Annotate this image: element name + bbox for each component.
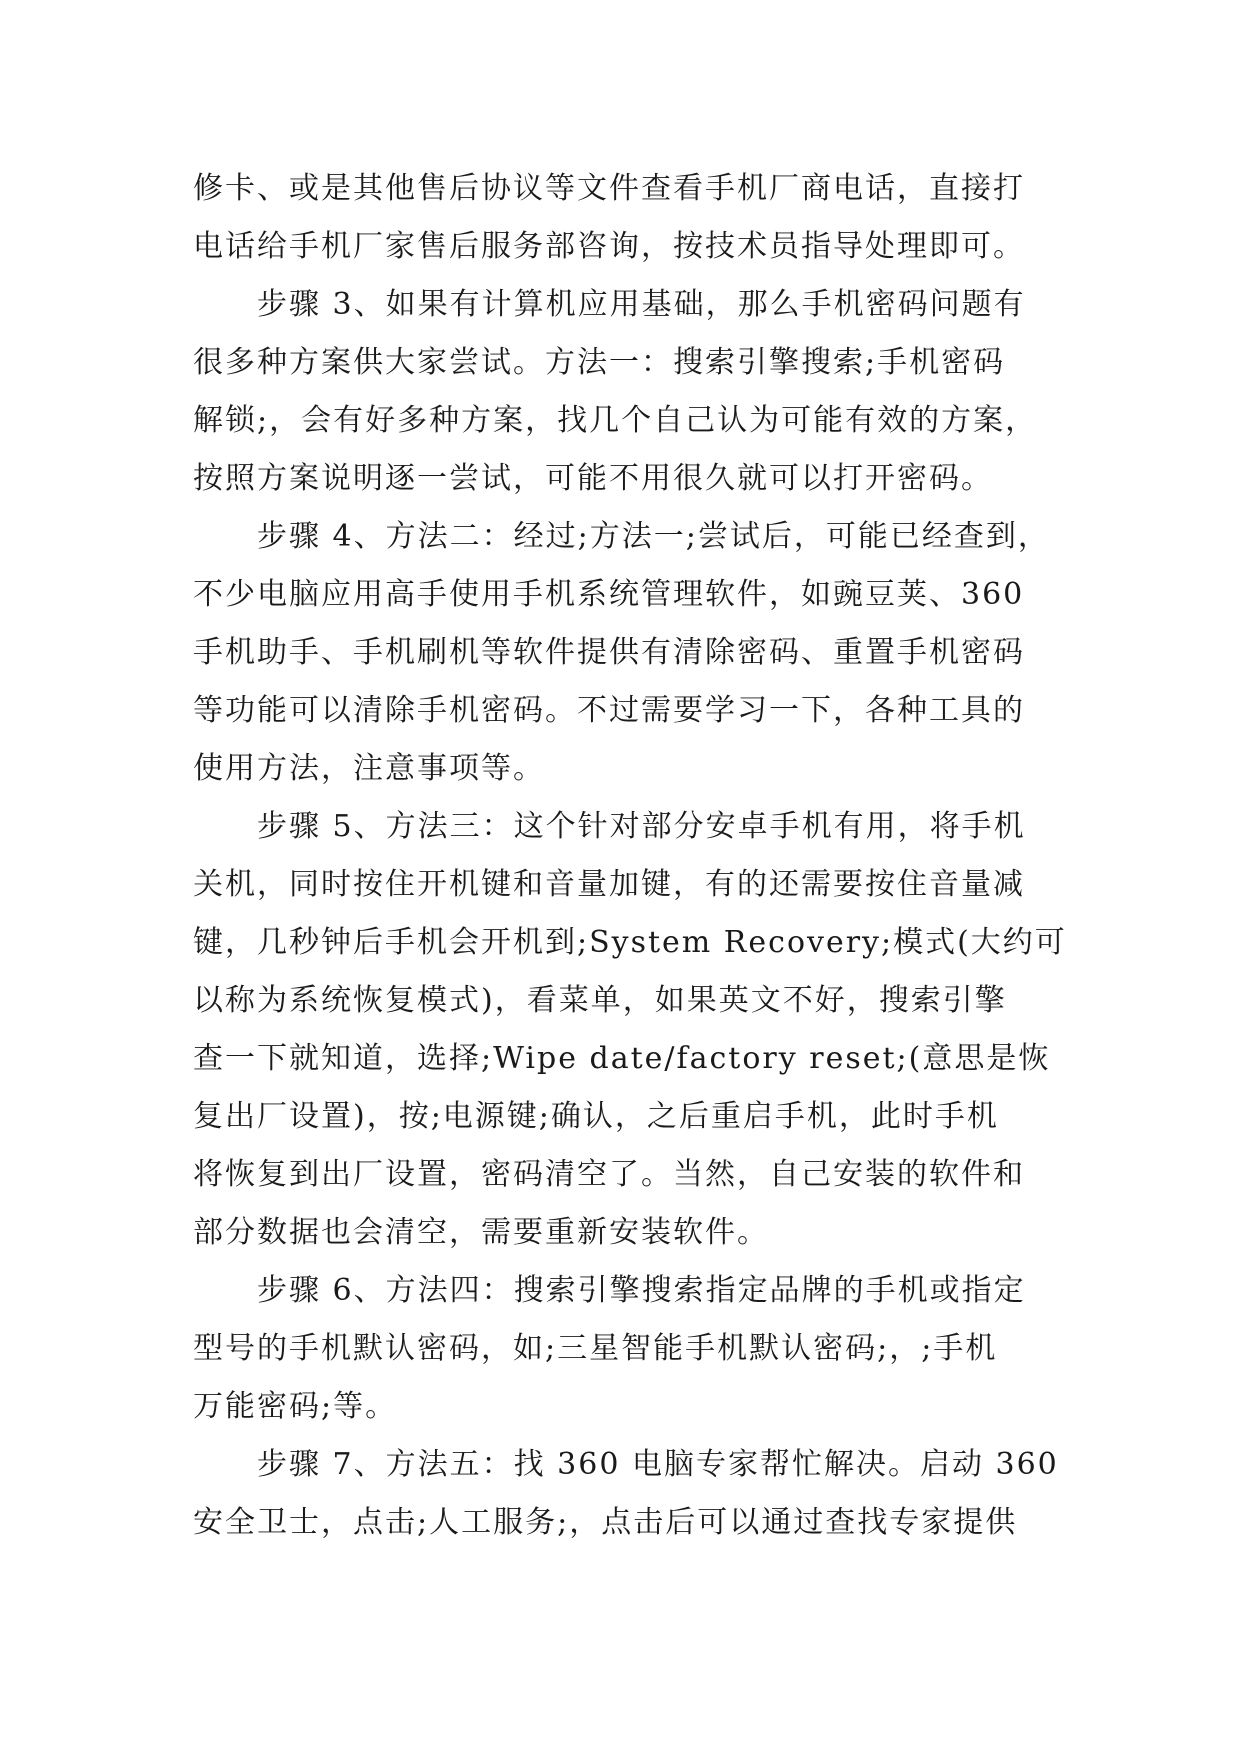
text-line: 关机，同时按住开机键和音量加键，有的还需要按住音量减 — [193, 867, 1025, 902]
text-line: 电话给手机厂家售后服务部咨询，按技术员指导处理即可。 — [193, 229, 1025, 264]
paragraph-step-3 — [193, 276, 1073, 508]
text-line: 以称为系统恢复模式)，看菜单，如果英文不好，搜索引擎 — [193, 983, 1007, 1018]
paragraph-step-7 — [193, 1436, 1073, 1552]
text-line: 复出厂设置)，按;电源键;确认，之后重启手机，此时手机 — [193, 1099, 999, 1134]
text-line: 步骤 5、方法三：这个针对部分安卓手机有用，将手机 — [257, 809, 1026, 844]
paragraph-step-5 — [193, 798, 1073, 1262]
text-line: 手机助手、手机刷机等软件提供有清除密码、重置手机密码 — [193, 635, 1025, 670]
text-line: 查一下就知道，选择;Wipe date/factory reset;(意思是恢 — [193, 1041, 1051, 1076]
text-line: 安全卫士，点击;人工服务;，点击后可以通过查找专家提供 — [193, 1505, 1018, 1540]
text-line: 按照方案说明逐一尝试，可能不用很久就可以打开密码。 — [193, 461, 993, 496]
text-line: 键，几秒钟后手机会开机到;System Recovery;模式(大约可 — [193, 925, 1067, 960]
text-line: 万能密码;等。 — [193, 1389, 398, 1424]
text-line: 不少电脑应用高手使用手机系统管理软件，如豌豆荚、360 — [193, 577, 1025, 612]
text-line: 很多种方案供大家尝试。方法一：搜索引擎搜索;手机密码 — [193, 345, 1006, 380]
paragraph-1 — [193, 160, 1073, 276]
text-line: 步骤 7、方法五：找 360 电脑专家帮忙解决。启动 360 — [257, 1447, 1059, 1482]
text-line: 步骤 4、方法二：经过;方法一;尝试后，可能已经查到， — [257, 519, 1050, 554]
text-line: 解锁;，会有好多种方案，找几个自己认为可能有效的方案， — [193, 403, 1038, 438]
text-line: 修卡、或是其他售后协议等文件查看手机厂商电话，直接打 — [193, 171, 1025, 206]
text-line: 部分数据也会清空，需要重新安装软件。 — [193, 1215, 769, 1250]
text-line: 将恢复到出厂设置，密码清空了。当然，自己安装的软件和 — [193, 1157, 1025, 1192]
text-line: 步骤 3、如果有计算机应用基础，那么手机密码问题有 — [257, 287, 1026, 322]
paragraph-step-6 — [193, 1262, 1073, 1436]
text-line: 型号的手机默认密码，如;三星智能手机默认密码;，;手机 — [193, 1331, 998, 1366]
paragraph-step-4 — [193, 508, 1073, 798]
text-line: 使用方法，注意事项等。 — [193, 751, 545, 786]
text-line: 步骤 6、方法四：搜索引擎搜索指定品牌的手机或指定 — [257, 1273, 1026, 1308]
body-text — [193, 160, 1073, 1552]
text-line: 等功能可以清除手机密码。不过需要学习一下，各种工具的 — [193, 693, 1025, 728]
